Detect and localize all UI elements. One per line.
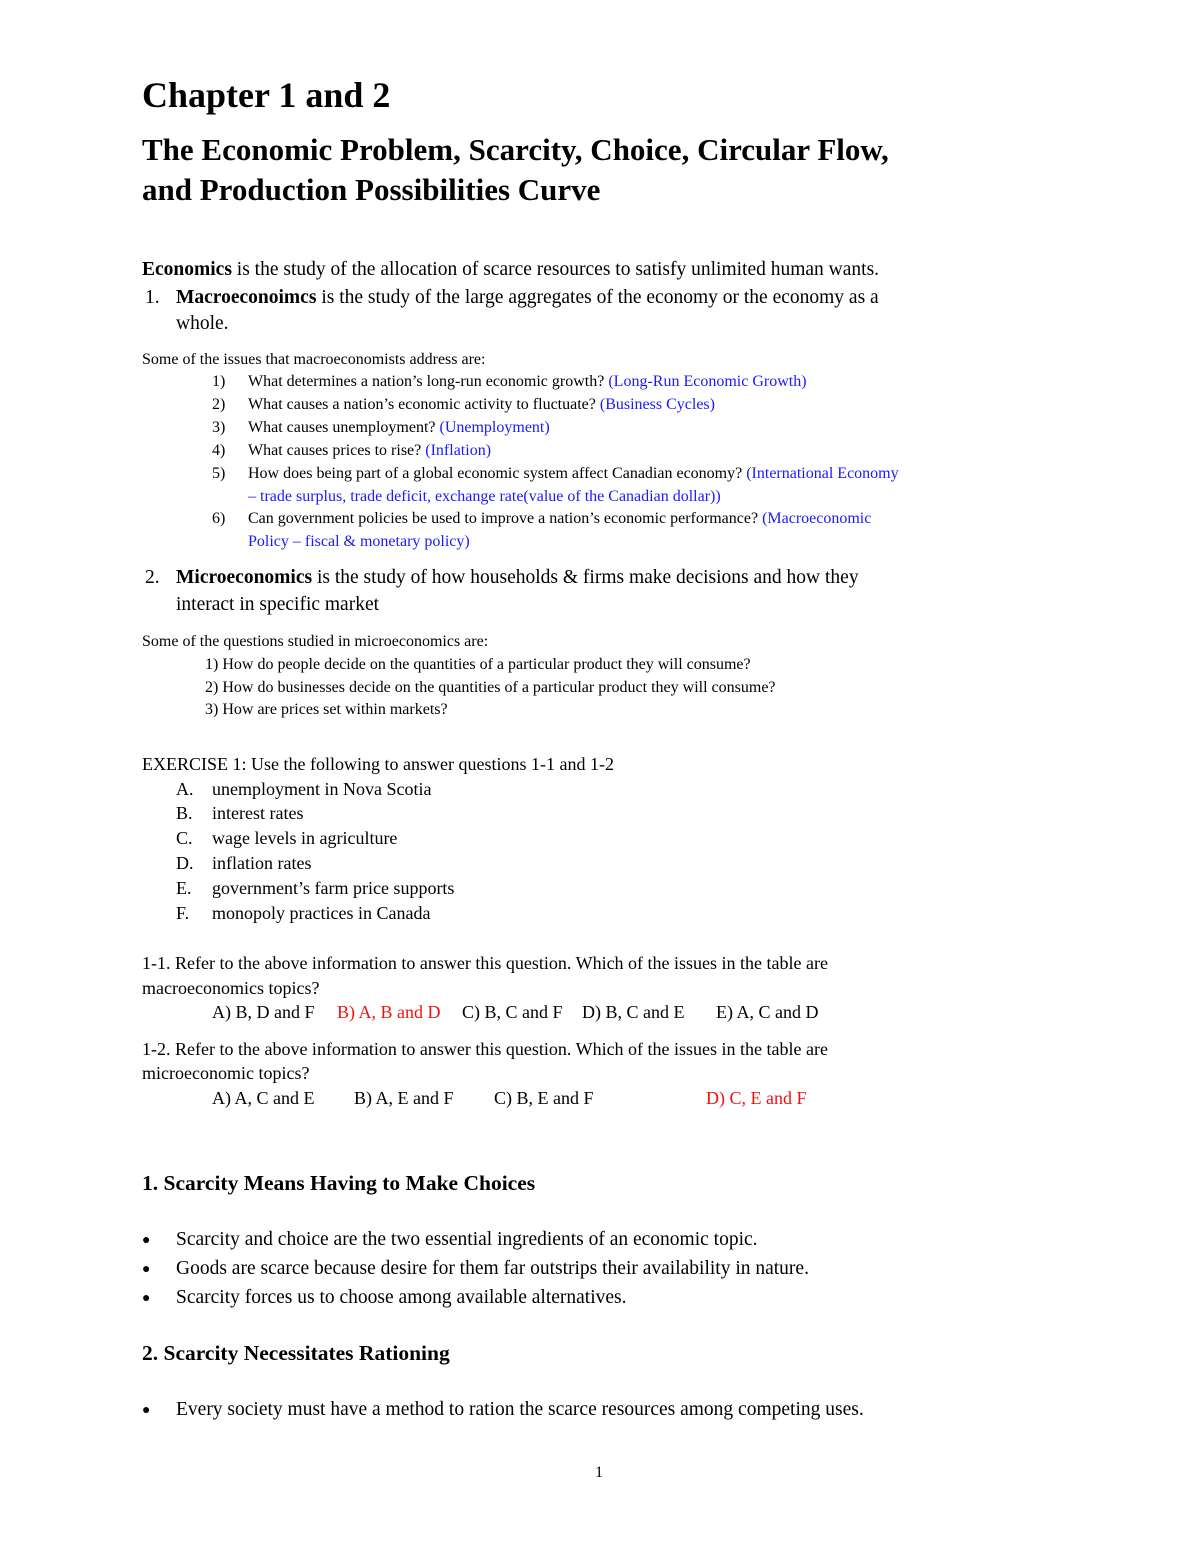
macro-definition [176,287,879,309]
micro-intro: Some of the questions studied in microeconomics are: [142,633,489,650]
macro-item-6 [248,510,871,528]
micro-def-line-1: is the study of how households & firms make decisions and how they [312,567,859,588]
macro-def-line-2: whole. [176,313,229,334]
macro-item-1-answer: (Long-Run Economic Growth) [608,373,807,390]
macro-item-3-text: What causes unemployment? [248,419,440,436]
macro-intro: Some of the issues that macroeconomists address are: [142,351,486,368]
macro-item-6-answer: (Macroeconomic [762,510,872,527]
page-number: 1 [595,1464,603,1481]
exercise-option-e-letter: E. [176,878,192,898]
exercise-option-f: monopoly practices in Canada [212,903,431,923]
bullet-icon: ● [142,1262,151,1277]
question-1-1-answer-e: E) A, C and D [716,1002,819,1022]
exercise-option-b: interest rates [212,803,304,823]
subtitle-line-1: The Economic Problem, Scarcity, Choice, Circular Flow, [142,132,889,167]
micro-number: 2. [145,567,160,588]
exercise-heading: EXERCISE 1: Use the following to answer questions 1-1 and 1-2 [142,754,614,774]
bullet-icon: ● [142,1291,151,1306]
bullet-icon: ● [142,1403,151,1418]
macro-item-4-num: 4) [212,442,226,459]
section-1-bullet-3: Scarcity forces us to choose among available alternatives. [176,1287,627,1308]
macro-item-6-text: Can government policies be used to improve a nation’s economic performance? [248,510,763,527]
section-2-bullet-1: Every society must have a method to ration the scarce resources among competing uses. [176,1399,864,1420]
micro-term: Microeconomics [176,567,313,588]
macro-item-4-text: What causes prices to rise? [248,442,426,459]
macro-item-4 [248,442,491,460]
macro-item-1 [248,373,807,391]
section-2-heading: 2. Scarcity Necessitates Rationing [142,1341,450,1365]
macro-item-3-answer: (Unemployment) [439,419,550,436]
micro-item-1: 1) How do people decide on the quantities of a particular product they will consume? [205,656,751,673]
question-1-2-answer-c: C) B, E and F [494,1088,594,1108]
macro-def-line-1: is the study of the large aggregates of the economy or the economy as a [316,287,879,308]
economics-definition [142,259,879,281]
exercise-option-c: wage levels in agriculture [212,828,398,848]
question-1-2-line-1: 1-2. Refer to the above information to answer this question. Which of the issues in the table are [142,1039,828,1059]
macro-item-6-num: 6) [212,510,226,527]
bullet-icon: ● [142,1233,151,1248]
exercise-option-d: inflation rates [212,853,312,873]
macro-item-5-answer: (International Economy [746,465,899,482]
exercise-option-a: unemployment in Nova Scotia [212,779,432,799]
macro-item-2 [248,396,715,414]
macro-item-2-answer: (Business Cycles) [599,396,715,413]
macro-item-1-num: 1) [212,373,226,390]
micro-item-2: 2) How do businesses decide on the quantities of a particular product they will consume? [205,679,776,696]
question-1-2-answer-a: A) A, C and E [212,1088,315,1108]
question-1-1-answer-a: A) B, D and F [212,1002,315,1022]
question-1-1-answer-c: C) B, C and F [462,1002,563,1022]
macro-item-5 [248,465,899,483]
macro-item-2-text: What causes a nation’s economic activity to fluctuate? [248,396,600,413]
question-1-2-answer-d: D) C, E and F [706,1088,807,1108]
question-1-1-line-2: macroeconomics topics? [142,978,320,998]
macro-item-5-answer-line-2: – trade surplus, trade deficit, exchange rate(value of the Canadian dollar)) [248,488,721,505]
exercise-option-d-letter: D. [176,853,194,873]
exercise-option-b-letter: B. [176,803,193,823]
question-1-1-answer-d: D) B, C and E [582,1002,685,1022]
micro-item-3: 3) How are prices set within markets? [205,701,448,718]
section-1-heading: 1. Scarcity Means Having to Make Choices [142,1171,536,1195]
macro-item-2-num: 2) [212,396,226,413]
macro-term: Macroeconoimcs [176,287,317,308]
section-1-bullet-1: Scarcity and choice are the two essential ingredients of an economic topic. [176,1229,758,1250]
section-1-bullet-2: Goods are scarce because desire for them far outstrips their availability in nature. [176,1258,809,1279]
question-1-1-answer-b: B) A, B and D [337,1002,441,1022]
macro-item-6-answer-line-2: Policy – fiscal & monetary policy) [248,533,470,550]
macro-item-3-num: 3) [212,419,226,436]
exercise-option-c-letter: C. [176,828,193,848]
macro-item-5-num: 5) [212,465,226,482]
economics-term: Economics [142,259,232,280]
exercise-option-a-letter: A. [176,779,194,799]
exercise-option-e: government’s farm price supports [212,878,455,898]
micro-definition [176,567,859,589]
question-1-2-answer-b: B) A, E and F [354,1088,454,1108]
macro-item-5-text: How does being part of a global economic system affect Canadian economy? [248,465,747,482]
economics-def-text: is the study of the allocation of scarce resources to satisfy unlimited human wants. [231,259,880,280]
page-title: Chapter 1 and 2 [142,75,391,115]
macro-number: 1. [145,287,160,308]
question-1-2-line-2: microeconomic topics? [142,1063,310,1083]
question-1-1-line-1: 1-1. Refer to the above information to answer this question. Which of the issues in the table are [142,953,828,973]
macro-item-3 [248,419,550,437]
macro-item-1-text: What determines a nation’s long-run economic growth? [248,373,609,390]
macro-item-4-answer: (Inflation) [425,442,492,459]
subtitle-line-2: and Production Possibilities Curve [142,172,601,207]
exercise-option-f-letter: F. [176,903,190,923]
micro-def-line-2: interact in specific market [176,594,380,615]
